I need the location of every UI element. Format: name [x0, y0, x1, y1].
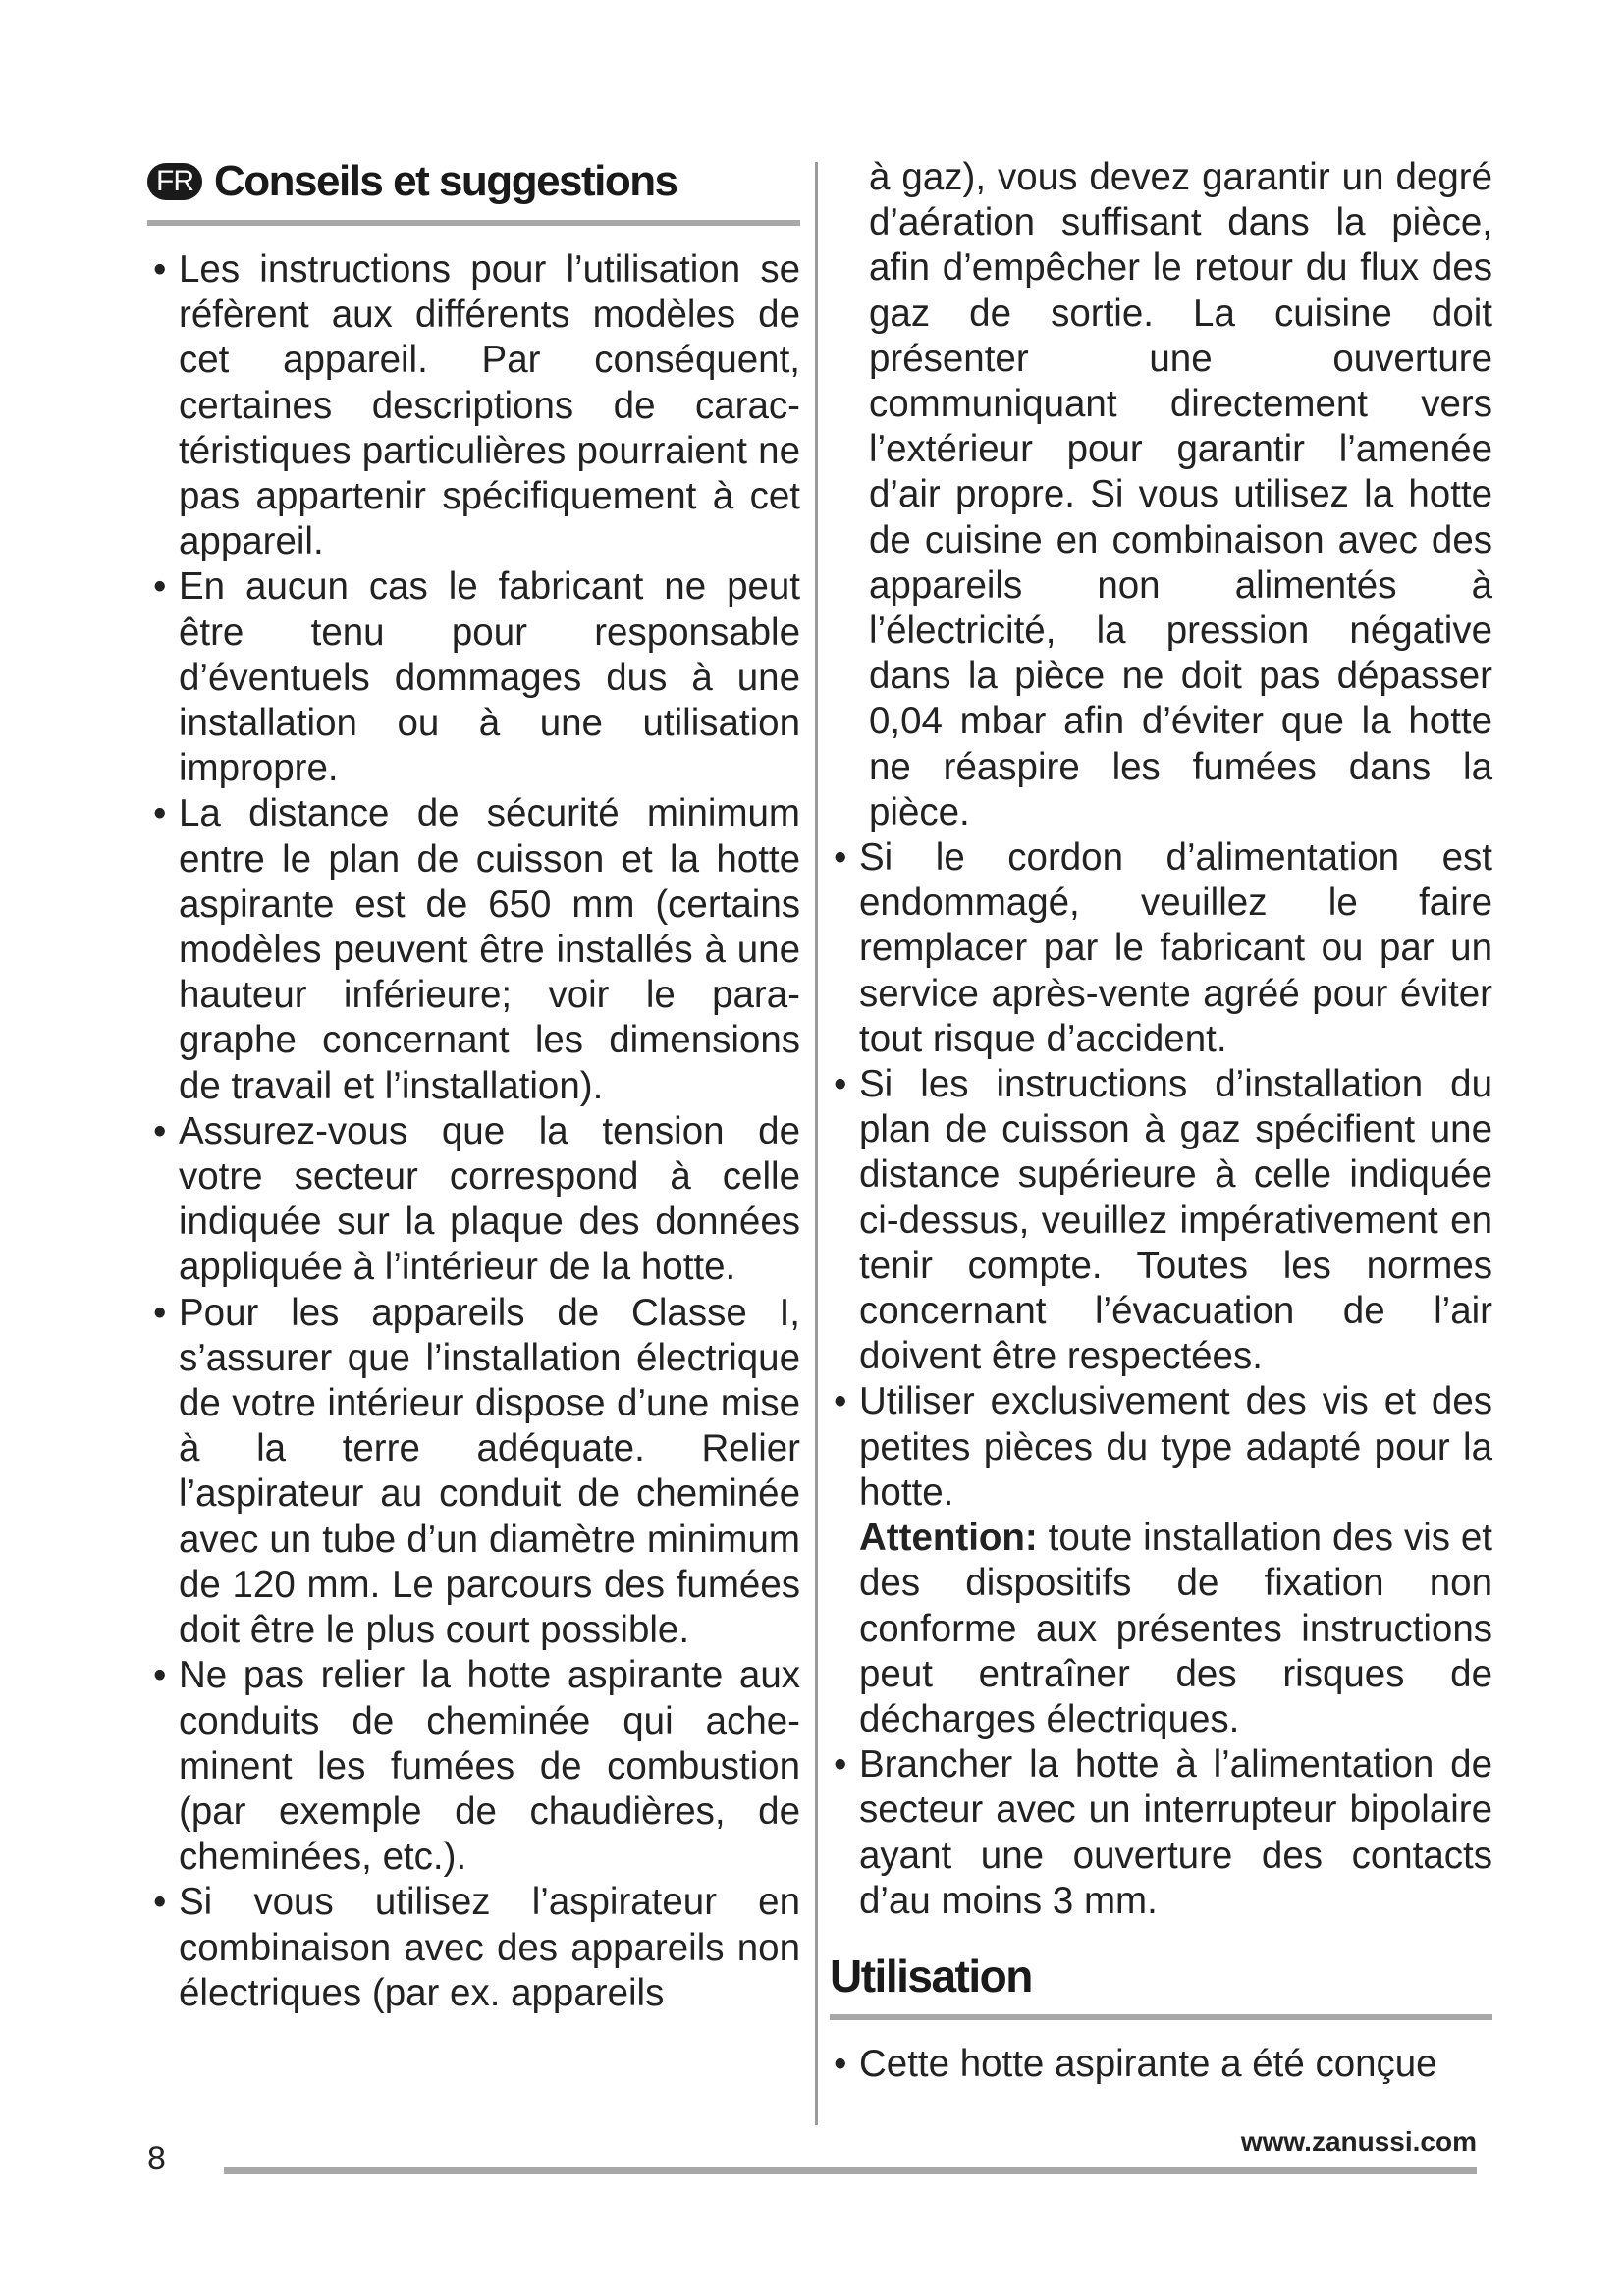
usage-bullet-list — [830, 2042, 1492, 2087]
list-item: • Si les instructions d’installation du plan de cuisson à gaz spécifient une distance supérieure à celle indiquée ci-dessus, veuillez impérativement en tenir compte. Toutes les normes concernant l’évacuation de l’air doivent être respectées. — [830, 1062, 1492, 1379]
attention-text: toute installation des vis et des dispositifs de fixation non conforme aux présentes instructions peut entraîner des risques de décharges électriques. — [859, 1517, 1492, 1740]
language-badge: FR — [147, 163, 202, 200]
list-item: • Pour les appareils de Classe I, s’assurer que l’installation électrique de votre intérieur dispose d’une mise à la terre adéquate. Relier l’aspirateur au conduit de cheminée avec un tube d’un diamètre minimum de 120 mm. Le parcours des fumées doit être le plus court possible. — [149, 1291, 800, 1654]
list-item: • Si le cordon d’alimentation est endommagé, veuillez le faire remplacer par le fabricant ou par un service après-vente agréé pour éviter tout risque d’accident. — [830, 835, 1492, 1062]
page-number: 8 — [147, 2140, 166, 2177]
section-heading — [830, 1942, 1492, 2010]
column-divider — [815, 162, 818, 2125]
section-title: Conseils et suggestions — [214, 157, 677, 205]
right-bullet-list — [830, 835, 1492, 1924]
attention-note — [859, 1516, 1492, 1742]
heading-rule — [147, 220, 800, 226]
list-item: • Brancher la hotte à l’alimentation de secteur avec un interrupteur bipolaire ayant une ouverture des contacts d’au moins 3 mm. — [830, 1742, 1492, 1924]
section-heading — [147, 147, 800, 216]
screws-text: Utiliser exclusivement des vis et des petites pièces du type adapté pour la hotte. — [859, 1380, 1492, 1514]
usage-section — [830, 1942, 1492, 2087]
list-item: • La distance de sécurité minimum entre le plan de cuisson et la hotte aspirante est de 650 mm (certains modèles peuvent être installés à une hauteur inférieure; voir le paragraphe concernant les dimensions de travail et l’installation). — [149, 791, 800, 1108]
heading-rule — [830, 2014, 1492, 2020]
list-item: • Assurez-vous que la tension de votre secteur correspond à celle indiquée sur la plaque des données appliquée à l’intérieur de la hotte. — [149, 1109, 800, 1291]
list-item: • En aucun cas le fabricant ne peut être tenu pour responsable d’éventuels dommages dus à une installation ou à une utilisation impropre. — [149, 564, 800, 791]
list-item: • Les instructions pour l’utilisation se réfèrent aux différents modèles de cet appareil. Par conséquent, certaines descriptions de caractéristiques particulières pourraient ne pas appartenir spécifiquement à cet appareil. — [149, 247, 800, 564]
continued-paragraph: à gaz), vous devez garantir un degré d’aération suffisant dans la pièce, afin d’empêcher le retour du flux des gaz de sortie. La cuisine doit présenter une ouverture communiquant directement vers l’extérieur pour garantir l’amenée d’air propre. Si vous utilisez la hotte de cuisine en combinaison avec des appareils non alimentés à l’électricité, la pression négative dans la pièce ne doit pas dépasser 0,04 mbar afin d’éviter que la hotte ne réaspire les fumées dans la pièce. — [869, 156, 1492, 833]
list-item: • Cette hotte aspirante a été conçue — [830, 2042, 1492, 2087]
list-item — [830, 1379, 1492, 1742]
right-column — [830, 155, 1492, 2087]
attention-label: Attention: — [859, 1517, 1038, 1560]
left-bullet-list — [149, 247, 800, 2016]
website-link: www.zanussi.com — [1240, 2126, 1477, 2157]
section-title: Utilisation — [830, 1949, 1032, 2002]
list-item: • Ne pas relier la hotte aspirante aux conduits de cheminée qui acheminent les fumées de combustion (par exemple de chaudières, de cheminées, etc.). — [149, 1653, 800, 1880]
list-item: • Si vous utilisez l’aspirateur en combinaison avec des appareils non électriques (par ex. appareils — [149, 1880, 800, 2016]
footer-rule — [224, 2167, 1477, 2174]
left-column — [147, 147, 800, 2016]
